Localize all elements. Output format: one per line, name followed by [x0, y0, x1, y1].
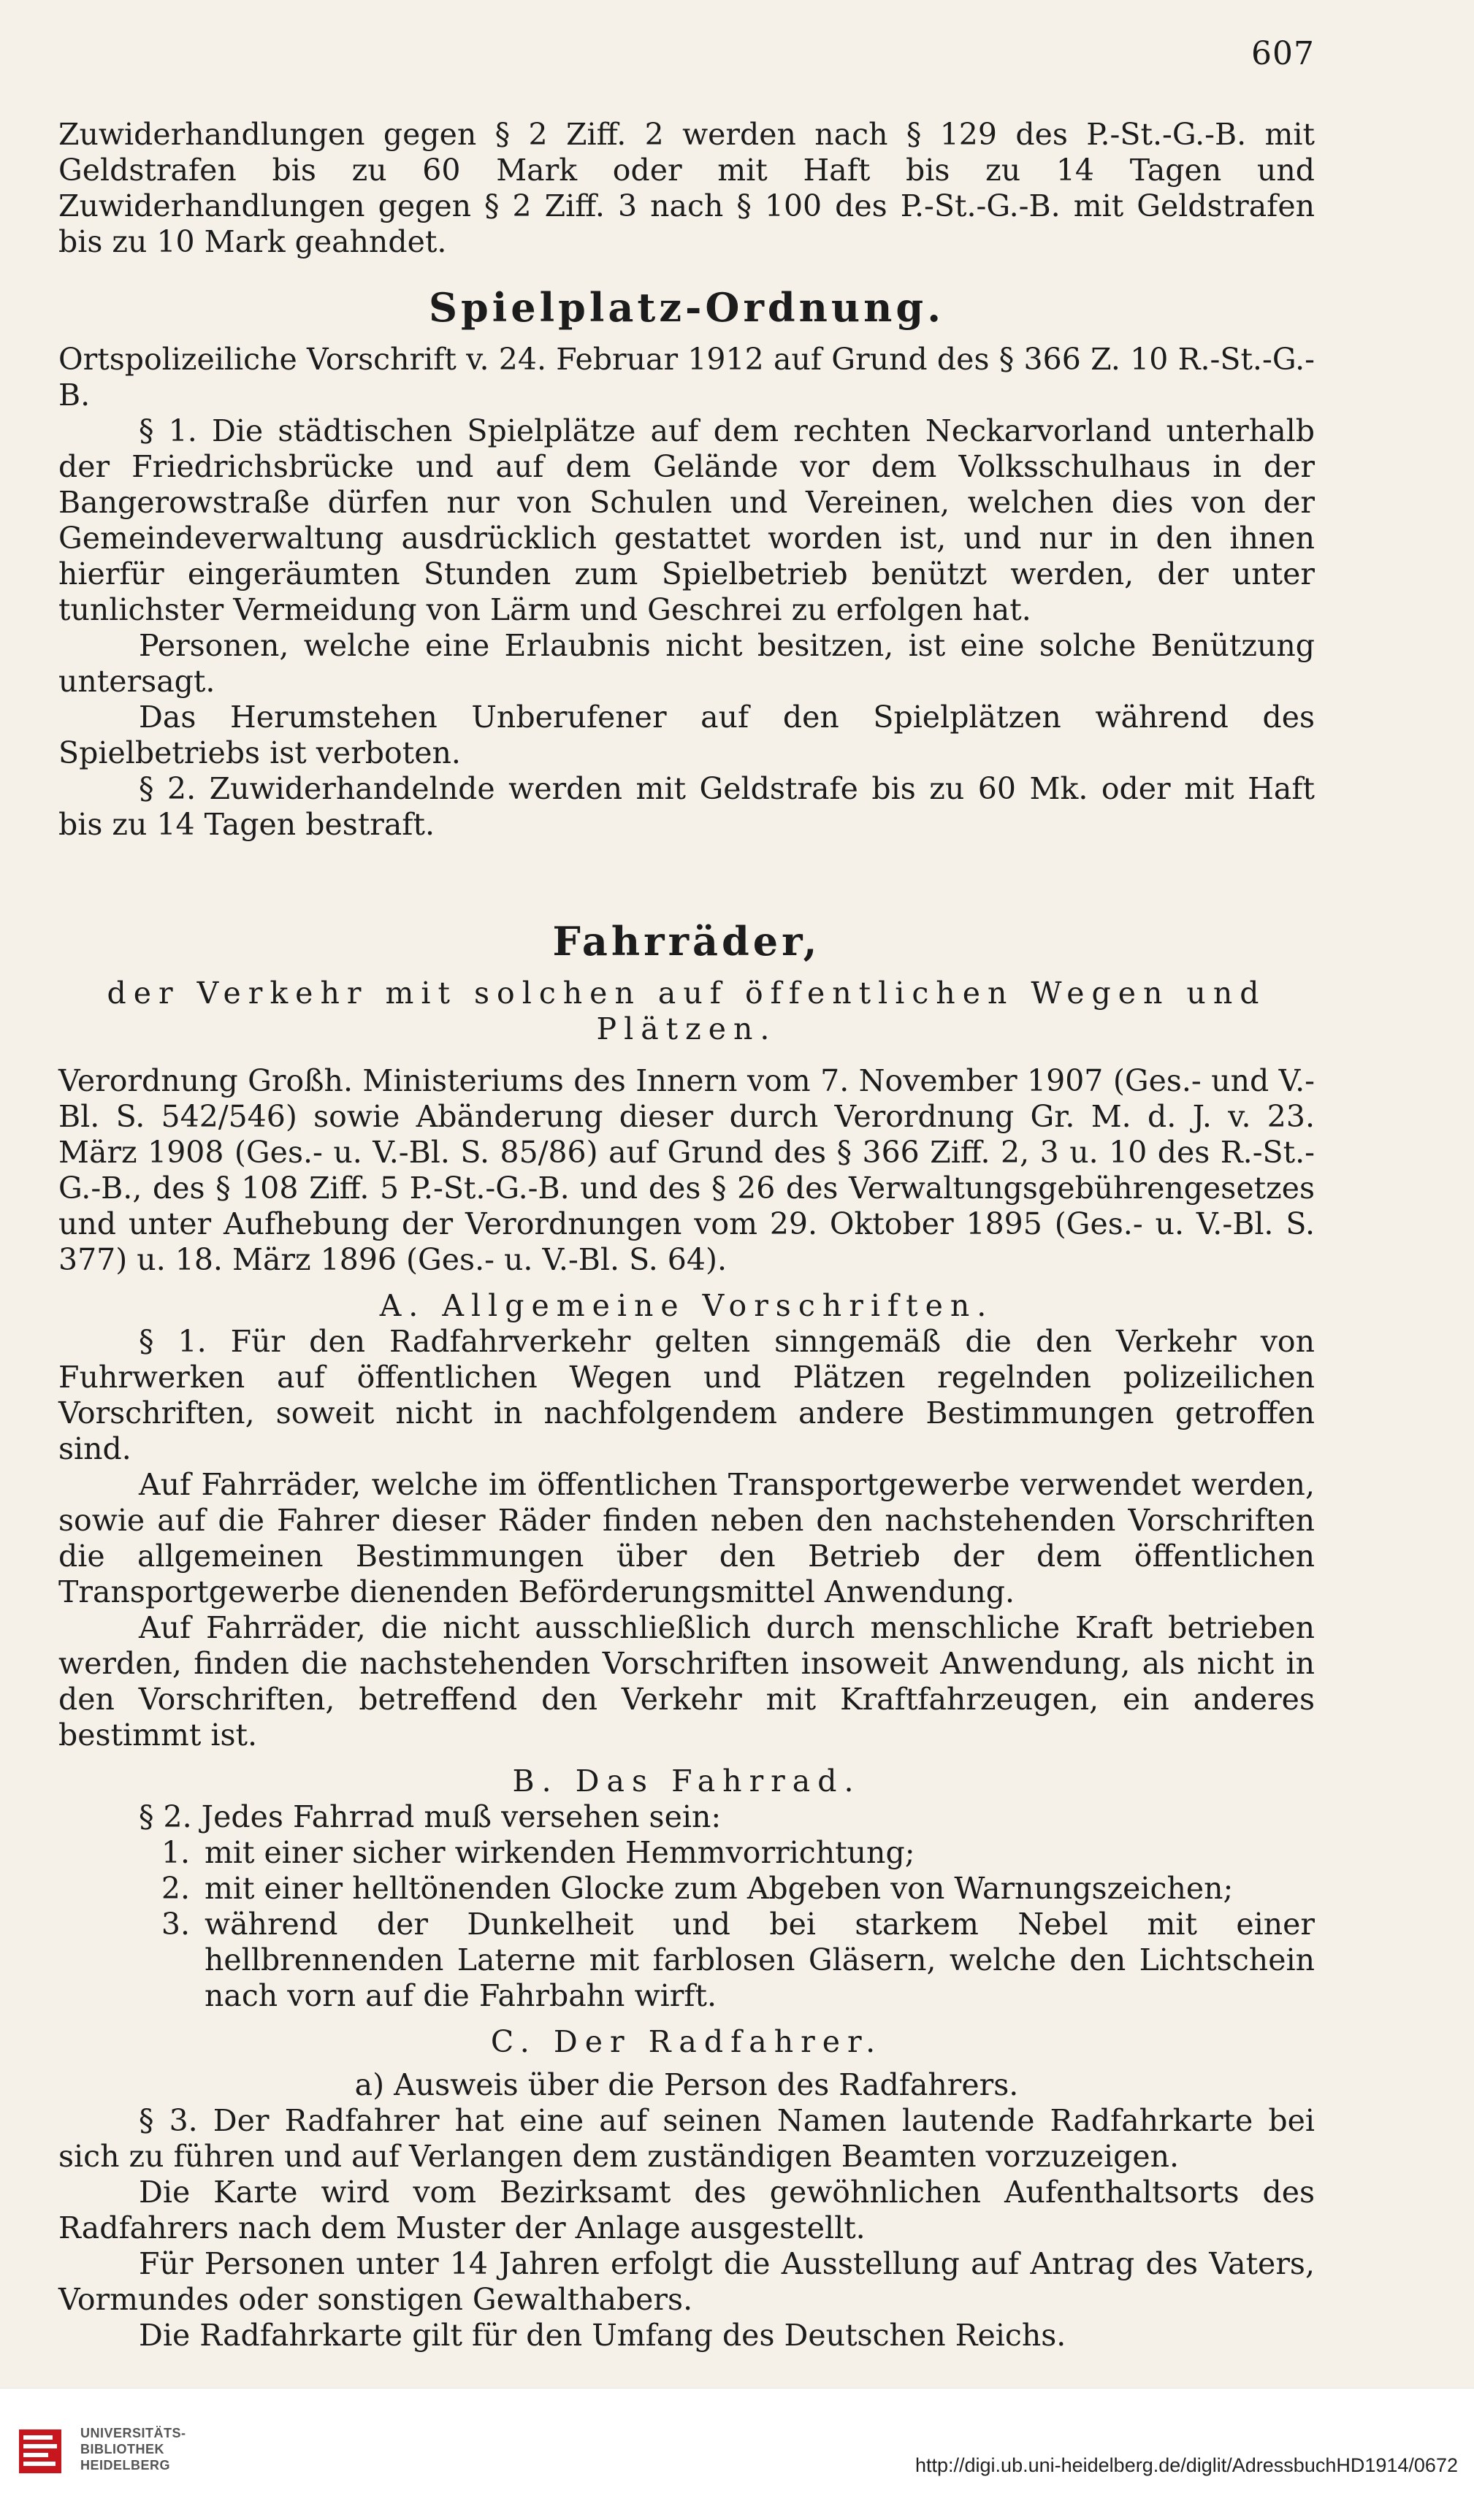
section-title-spielplatz: Spielplatz-Ordnung. [428, 284, 944, 331]
page-text [58, 117, 1315, 2354]
list-item: 2. mit einer helltönenden Glocke zum Abgeben von Warnungszeichen; [161, 1871, 1234, 1906]
part-c-subheading: a) Ausweis über die Person des Radfahrers. [354, 2067, 1019, 2102]
paragraph: § 1. Die städtischen Spielplätze auf dem rechten Neckarvorland unterhalb der Friedrichsbrücke und auf dem Gelände vor dem Volksschulhaus in der Bangerowstraße dürfen nur von Schulen und Vereinen, welchen dies von der Gemeindeverwaltung ausdrücklich gestattet worden ist, und nur in den ihnen hierfür eingeräumten Stunden zum Spielbetrieb benützt werden, der unter tunlichster Vermeidung von Lärm und Geschrei zu erfolgen hat. [58, 413, 1315, 627]
section-subtitle-fahrraeder: der Verkehr mit solchen auf öffentlichen Wegen und Plätzen. [107, 976, 1267, 1046]
part-a-heading: A. Allgemeine Vorschriften. [379, 1288, 994, 1323]
library-logo-text: UNIVERSITÄTS- BIBLIOTHEK HEIDELBERG [80, 2426, 186, 2473]
paragraph: Auf Fahrräder, welche im öffentlichen Transportgewerbe verwendet werden, sowie auf die Fahrer dieser Räder finden neben den nachstehenden Vorschriften die allgemeinen Bestimmungen über den Betrieb der dem öffentlichen Transportgewerbe dienenden Beförderungsmittel Anwendung. [58, 1467, 1315, 1609]
paragraph: Für Personen unter 14 Jahren erfolgt die Ausstellung auf Antrag des Vaters, Vormundes oder sonstigen Gewalthabers. [58, 2246, 1315, 2317]
paragraph: Personen, welche eine Erlaubnis nicht besitzen, ist eine solche Benützung untersagt. [58, 628, 1315, 699]
section-title-fahrraeder: Fahrräder, [552, 918, 821, 965]
paragraph: Auf Fahrräder, die nicht ausschließlich durch menschliche Kraft betrieben werden, finden die nachstehenden Vorschriften insoweit Anwendung, als nicht in den Vorschriften, betreffend den Verkehr mit Kraftfahrzeugen, ein anderes bestimmt ist. [58, 1610, 1315, 1753]
paragraph: Das Herumstehen Unberufener auf den Spielplätzen während des Spielbetriebs ist verboten. [58, 700, 1315, 770]
source-url[interactable]: http://digi.ub.uni-heidelberg.de/diglit/AdressbuchHD1914/0672 [914, 2454, 1458, 2476]
intro-paragraph: Zuwiderhandlungen gegen § 2 Ziff. 2 werden nach § 129 des P.-St.-G.-B. mit Geldstrafen bis zu 60 Mark oder mit Haft bis zu 14 Tagen und Zuwiderhandlungen gegen § 2 Ziff. 3 nach § 100 des P.-St.-G.-B. mit Geldstrafen bis zu 10 Mark geahndet. [58, 117, 1315, 259]
page-number: 607 [1251, 35, 1315, 72]
library-seal-icon [16, 2425, 70, 2479]
part-b-heading: B. Das Fahrrad. [512, 1763, 861, 1799]
paragraph: Die Karte wird vom Bezirksamt des gewöhnlichen Aufenthaltsorts des Radfahrers nach dem Muster der Anlage ausgestellt. [58, 2175, 1315, 2245]
requirements-list [58, 1835, 1315, 2014]
paragraph: Die Radfahrkarte gilt für den Umfang des Deutschen Reichs. [139, 2318, 1066, 2353]
part-c-heading: C. Der Radfahrer. [490, 2024, 883, 2059]
paragraph: § 2. Jedes Fahrrad muß versehen sein: [139, 1799, 722, 1834]
section-source-spielplatz: Ortspolizeiliche Vorschrift v. 24. Februar 1912 auf Grund des § 366 Z. 10 R.-St.-G.-B. [58, 342, 1315, 413]
paragraph: § 1. Für den Radfahrverkehr gelten sinngemäß die den Verkehr von Fuhrwerken auf öffentlichen Wegen und Plätzen regelnden polizeilichen Vorschriften, soweit nicht in nachfolgendem andere Bestimmungen getroffen sind. [58, 1324, 1315, 1466]
paragraph: § 2. Zuwiderhandelnde werden mit Geldstrafe bis zu 60 Mk. oder mit Haft bis zu 14 Tagen bestraft. [58, 771, 1315, 842]
paragraph: § 3. Der Radfahrer hat eine auf seinen Namen lautende Radfahrkarte bei sich zu führen und auf Verlangen dem zuständigen Beamten vorzuzeigen. [58, 2103, 1315, 2174]
viewer-footer [0, 2388, 1474, 2520]
section-source-fahrraeder: Verordnung Großh. Ministeriums des Innern vom 7. November 1907 (Ges.- und V.-Bl. S. 542/546) sowie Abänderung dieser durch Verordnung Gr. M. d. J. v. 23. März 1908 (Ges.- u. V.-Bl. S. 85/86) auf Grund des § 366 Ziff. 2, 3 u. 10 des R.-St.-G.-B., des § 108 Ziff. 5 P.-St.-G.-B. und des § 26 des Verwaltungsgebührengesetzes und unter Aufhebung der Verordnungen vom 29. Oktober 1895 (Ges.- u. V.-Bl. S. 377) u. 18. März 1896 (Ges.- u. V.-Bl. S. 64). [58, 1063, 1315, 1277]
list-item: 1. mit einer sicher wirkenden Hemmvorrichtung; [161, 1835, 915, 1870]
list-item: 3. während der Dunkelheit und bei starkem Nebel mit einer hellbrennenden Laterne mit farblosen Gläsern, welche den Lichtschein nach vorn auf die Fahrbahn wirft. [161, 1907, 1315, 2013]
